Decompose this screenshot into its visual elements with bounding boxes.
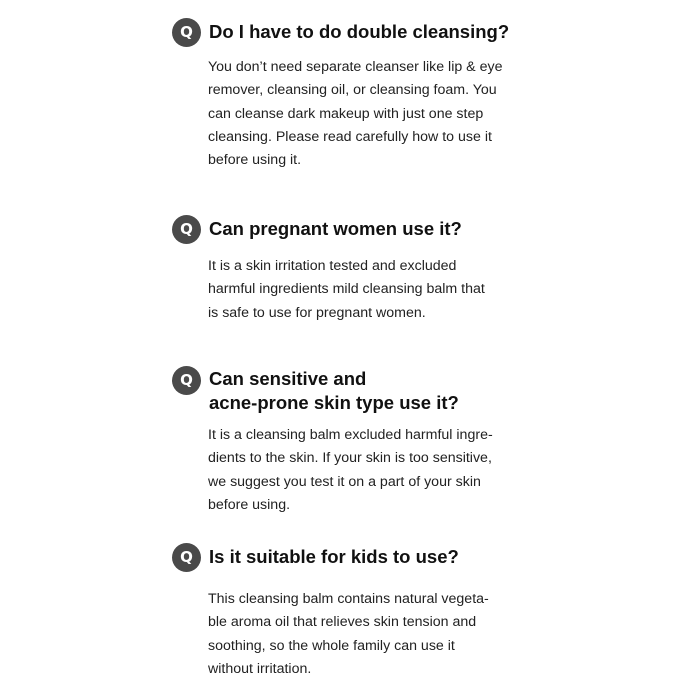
answer-line: we suggest you test it on a part of your skin	[208, 473, 481, 490]
answer-line: harmful ingredients mild cleansing balm that	[208, 281, 485, 298]
faq-question: Can pregnant women use it?	[209, 218, 462, 239]
answer-line: remover, cleansing oil, or cleansing foam. You	[208, 82, 497, 99]
question-badge-icon: Q	[172, 543, 201, 572]
answer-line: It is a cleansing balm excluded harmful ingre-	[208, 427, 493, 443]
faq-question: Can sensitive and acne-prone skin type use it?	[209, 368, 459, 413]
answer-line: dients to the skin. If your skin is too sensitive,	[208, 450, 492, 467]
faq-question: Is it suitable for kids to use?	[209, 546, 459, 567]
answer-line: before using.	[208, 496, 291, 513]
faq-answer	[208, 255, 548, 325]
question-badge-icon: Q	[172, 215, 201, 244]
faq-answer	[208, 56, 548, 172]
answer-line: is safe to use for pregnant women.	[208, 304, 426, 321]
question-badge-icon: Q	[172, 366, 201, 395]
answer-line: This cleansing balm contains natural vegeta-	[208, 591, 489, 607]
answer-line: ble aroma oil that relieves skin tension and	[208, 614, 477, 631]
answer-line: without irritation.	[208, 660, 312, 677]
answer-line: It is a skin irritation tested and excluded	[208, 258, 457, 274]
faq-answer	[208, 424, 548, 517]
faq-answer	[208, 588, 548, 681]
question-badge-icon: Q	[172, 18, 201, 47]
answer-line: cleansing. Please read carefully how to use it	[208, 128, 492, 145]
answer-line: You don’t need separate cleanser like lip & eye	[208, 59, 503, 75]
faq-question: Do I have to do double cleansing?	[209, 21, 510, 42]
answer-line: soothing, so the whole family can use it	[208, 637, 455, 654]
answer-line: can cleanse dark makeup with just one step	[208, 105, 484, 122]
answer-line: before using it.	[208, 152, 302, 169]
